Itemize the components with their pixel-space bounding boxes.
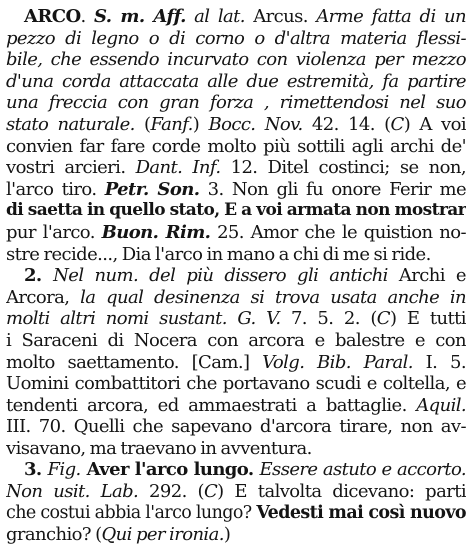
text-run: C [376,308,390,330]
text-run: Aver l'arco lungo. [80,459,260,481]
text-run: 3. Non gli fu onore Ferir me [199,178,466,200]
text-run: molti altri nomi sustant. [6,308,227,330]
text-run: stato naturale. [6,113,135,135]
text-run: molto saettamento. [Cam.] [6,351,263,373]
text-line [6,244,466,266]
text-run: 12. Ditel costinci; se non, [220,157,466,179]
text-run: Archi e [387,265,466,287]
text-line [6,438,466,460]
text-run: C [390,113,404,135]
text-run: 7. 5. 2. ( [280,308,377,330]
text-run: Petr. Son. [104,178,200,200]
text-run: . 70. Quelli che sapevano d'arcora tirare, non av- [25,416,466,438]
text-run: . [80,6,95,27]
text-run: Dant. Inf. [135,157,221,179]
text-run: 42. 14. ( [302,113,391,135]
text-run: Essere astuto e accorto. [259,459,466,481]
text-run: Bocc. Nov. [208,113,303,135]
text-run: Aquil. [416,394,466,416]
text-run: che costui abbia l'arco lungo? [6,502,257,523]
text-run: i Saraceni di Nocera con arcora e balestre e con [6,329,466,351]
text-run: d'una corda attaccata alle due estremità, fa partire [6,70,466,92]
entry-arco [6,6,466,546]
text-run: I. 5. [412,351,466,373]
text-run: bile, che essendo incurvato con violenza per mezzo [6,49,466,71]
text-line [6,222,466,244]
text-run: G. V. [237,308,281,330]
text-run: Uomini combattitori che portavano scudi e coltella, e [6,373,466,395]
text-run: S. m. Aff. [94,6,186,27]
text-run: Arme fatta di un [316,6,466,27]
text-run: l'arco tiro. [6,178,105,200]
text-run [90,481,101,502]
text-run: Buon. Rim. [101,221,211,243]
text-run: III [6,416,26,438]
text-line [6,352,466,374]
text-run: tendenti arcora, ed ammaestrati a battaglie. [6,394,417,416]
text-run: visavano, ma traevano in avventura. [6,437,312,459]
text-run: ARCO [24,6,81,27]
text-run: Fig. [47,459,81,481]
text-run: stre recide..., Dia l'arco in mano a chi di me si ride. [6,243,431,265]
text-run: vostri arcieri. [6,157,136,179]
text-run: Non usit. [6,481,90,503]
text-run: Arcora, [6,286,81,308]
text-run: 25. Amor che le quistion no- [210,221,466,243]
text-run: Arcus. [244,6,317,27]
text-line [6,395,466,417]
text-line [6,157,466,179]
text-line [6,71,466,93]
text-line [6,6,466,28]
text-run: pezzo di legno o di corno o d'altra materia flessi- [6,27,466,49]
text-run: una freccia con gran forza , rimettendosi nel suo [6,92,466,114]
text-line [6,524,466,546]
text-line [6,503,466,525]
text-run: ) E tutti [389,308,466,330]
text-run: C [203,481,218,503]
text-run: Volg. Bib. Paral. [262,351,413,373]
text-line [6,459,466,481]
text-run: Qui per ironia. [101,524,224,546]
text-line [6,200,466,222]
text-line [6,179,466,201]
text-line [6,330,466,352]
text-line [6,265,466,287]
text-line [6,114,466,136]
text-line [6,287,466,309]
text-run: ) [223,524,231,546]
text-run: Fanf. [150,113,193,135]
text-line [6,481,466,503]
text-run: ) A voi [403,113,466,135]
text-run: 2. [24,265,54,287]
text-run: 3. [24,459,48,481]
text-run [186,6,194,27]
text-line [6,28,466,50]
text-run: 292. ( [138,481,204,503]
text-run: Lab. [100,481,139,503]
text-run: ) [192,113,209,135]
text-run: ) E talvolta dicevano: parti [217,481,466,503]
text-run: Nel num. del più dissero gli antichi [53,265,388,287]
text-line [6,92,466,114]
text-run: Vedesti mai così nuovo [256,502,466,523]
text-line [6,136,466,158]
text-run: convien far fare corde molto più sottili agli archi de' [6,135,466,157]
text-line [6,308,466,330]
text-run: granchio? ( [6,524,102,546]
text-run: ( [134,113,151,135]
text-line [6,416,466,438]
text-line [6,373,466,395]
text-run: la qual desinenza si trova usata anche in [80,286,466,308]
text-run: al lat. [194,6,245,27]
text-run [227,308,238,329]
text-run: pur l'arco. [6,221,102,243]
text-run: di saetta in quello stato, E a voi armata non mostrar [6,200,466,221]
text-line [6,49,466,71]
